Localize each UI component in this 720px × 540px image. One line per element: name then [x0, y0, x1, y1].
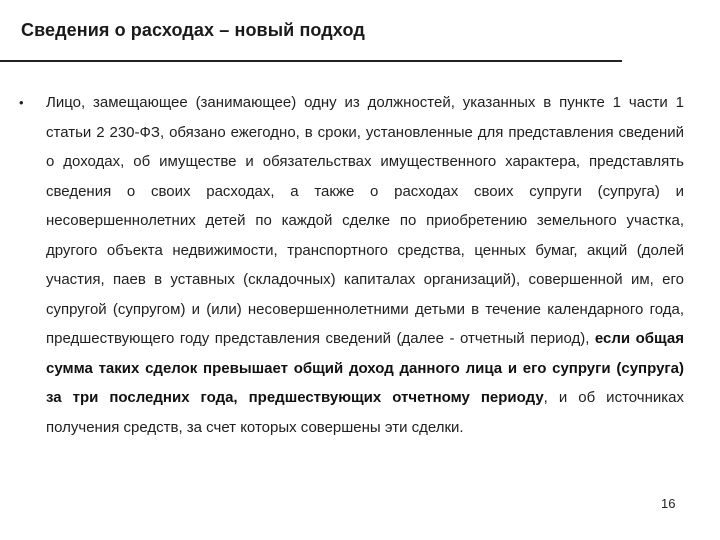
paragraph-text-regular: Лицо, замещающее (занимающее) одну из должностей, указанных в пункте 1 части 1 статьи 2 230-ФЗ, обязано ежегодно, в сроки, установленные для представления сведений о доходах, об имуществе и обязательствах имущественного характера, представлять сведения о своих расходах, а также о расходах своих супруги (супруга) и несовершеннолетних детей по каждой сделке по приобретению земельного участка, другого объекта недвижимости, транспортного средства, ценных бумаг, акций (долей участия, паев в уставных (складочных) капиталах организаций), совершенной им, его супругой (супругом) и (или) несовершеннолетними детьми в течение календарного года, предшествующего году представления сведений (далее - отчетный период), — [46, 94, 684, 347]
slide-title: Сведения о расходах – новый подход — [21, 20, 365, 40]
bullet-icon: • — [19, 95, 24, 110]
paragraph-text-ending: , и об источниках получения средств, за счет которых совершены эти сделки. — [46, 389, 684, 436]
page-number: 16 — [661, 496, 676, 511]
title-divider — [0, 60, 622, 62]
paragraph-text-bold: если общая сумма таких сделок превышает общий доход данного лица и его супруги (супруга) за три последних года, предшествующих отчетному периоду — [46, 330, 684, 406]
bullet-paragraph — [46, 88, 684, 442]
